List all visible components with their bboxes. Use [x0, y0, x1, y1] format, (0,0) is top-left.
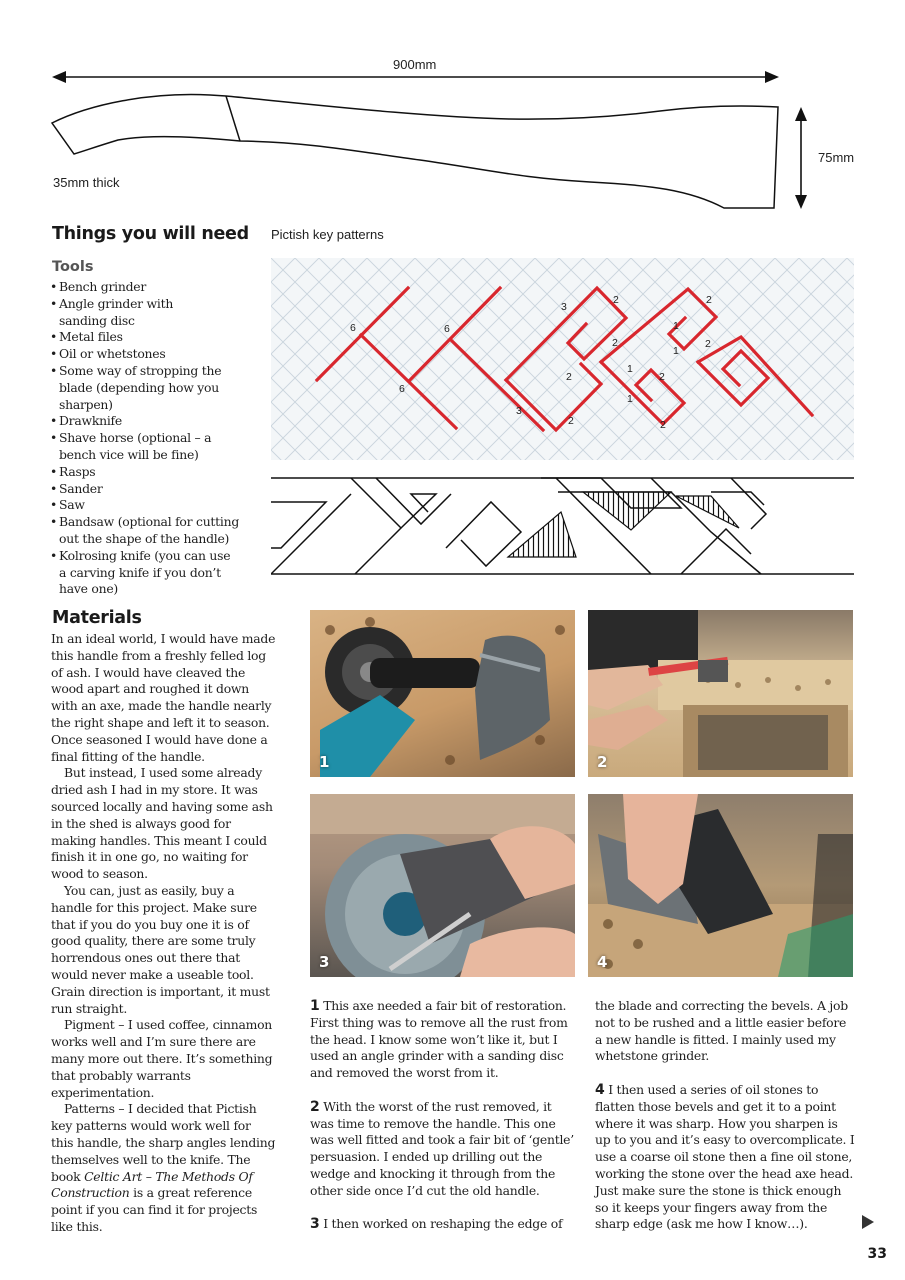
height-label: 75mm: [818, 150, 855, 165]
photo-illustration: [310, 610, 575, 777]
materials-body: [51, 631, 276, 1236]
tools-list-item: • Sander: [51, 481, 256, 498]
height-arrow-up-icon: [795, 107, 807, 121]
photo-number: 1: [319, 753, 330, 771]
key-number: 6: [444, 323, 450, 335]
step-text: I then worked on reshaping the edge of: [323, 1216, 563, 1232]
tools-list-item: • Bench grinder: [51, 279, 256, 296]
band-hatch: [583, 492, 671, 530]
tools-list: [51, 279, 256, 598]
text-run: is a great reference point if you can find it for projects like this.: [51, 1185, 258, 1234]
tools-list-item: • Drawknife: [51, 413, 256, 430]
length-label: 900mm: [393, 57, 437, 72]
key-number: 2: [705, 338, 711, 350]
key-number: 2: [568, 415, 574, 427]
key-number: 2: [613, 294, 619, 306]
length-arrow-right-icon: [765, 71, 779, 83]
tools-list-item: • Some way of stropping the blade (depending how you sharpen): [51, 363, 256, 413]
steps-column-left: [310, 998, 575, 1250]
key-number: 2: [659, 371, 665, 383]
tools-list-item: • Saw: [51, 497, 256, 514]
photo-number: 3: [319, 953, 330, 971]
tools-list-item: • Rasps: [51, 464, 256, 481]
photo-angle-grinder: [310, 610, 575, 777]
tools-list-item: • Metal files: [51, 329, 256, 346]
materials-paragraph: In an ideal world, I would have made this handle from a freshly felled log of ash. I would have cleaved the wood apart and roughed it down with an axe, made the handle nearly the right shape and left it to season. Once seasoned I would have done a final fitting of the handle.: [51, 631, 276, 764]
photo-removing-handle: [588, 610, 853, 777]
grid-background: [271, 258, 854, 460]
materials-heading: Materials: [52, 608, 142, 628]
step-number: 2: [310, 1098, 320, 1115]
step-3-continued: the blade and correcting the bevels. A job not to be rushed and a little easier before a new handle is fitted. I mainly used my whetstone grinder.: [595, 998, 848, 1064]
key-number: 2: [566, 371, 572, 383]
key-pattern-grid: [271, 258, 854, 460]
key-number: 2: [660, 419, 666, 431]
handle-head-line: [226, 96, 240, 141]
tools-list-item: • Shave horse (optional – a bench vice will be fine): [51, 430, 234, 464]
steps-column-right: [595, 998, 855, 1250]
step-2: [310, 1099, 575, 1200]
key-number: 1: [673, 345, 679, 357]
photo-bench-grinder: [310, 794, 575, 977]
page-number: 33: [867, 1246, 887, 1262]
photo-illustration: [588, 610, 853, 777]
things-heading: Things you will need: [52, 224, 249, 244]
key-number: 3: [516, 405, 522, 417]
key-number: 6: [399, 383, 405, 395]
patterns-caption: Pictish key patterns: [271, 227, 384, 242]
materials-paragraph: [51, 1101, 276, 1235]
book-title: Celtic Art – The Methods Of Construction: [51, 1168, 253, 1201]
step-number: 1: [310, 998, 320, 1014]
photo-illustration: [310, 794, 575, 977]
tools-list-item: • Bandsaw (optional for cutting out the shape of the handle): [51, 514, 249, 548]
handle-diagram: [0, 0, 905, 220]
step-text: This axe needed a fair bit of restoration. First thing was to remove all the rust from the head. I know some won’t like it, but I used an angle grinder with a sanding disc and removed the worst from it.: [310, 998, 568, 1081]
step-3: [310, 1216, 575, 1233]
key-pattern-band: [271, 474, 854, 578]
step-1: [310, 998, 575, 1082]
key-number: 1: [627, 393, 633, 405]
band-line: [731, 478, 766, 529]
tools-list-item: • Kolrosing knife (you can use a carving knife if you don’t have one): [51, 548, 231, 598]
step-text: With the worst of the rust removed, it was time to remove the handle. This one was well fitted and took a fair bit of ‘gentle’ persuasion. I ended up drilling out the wedge and knocking it through from the other side once I’d cut the old handle.: [310, 1098, 574, 1198]
tools-subheading: Tools: [52, 259, 94, 275]
photo-illustration: [588, 794, 853, 977]
key-number: 2: [706, 294, 712, 306]
band-line: [376, 478, 451, 524]
step-number: 3: [310, 1216, 320, 1233]
length-arrow-left-icon: [52, 71, 66, 83]
materials-paragraph: But instead, I used some already dried ash I had in my store. It was sourced locally and having some ash in the shed is always good for making handles. This meant I could finish it in one go, no waiting for wood to season.: [51, 765, 273, 882]
continue-arrow-icon: [862, 1215, 874, 1229]
step-text: I then used a series of oil stones to flatten those bevels and get it to a point where it was sharp. How you sharpen is up to you and it’s easy to overcomplicate. I use a coarse oil stone then a fine oil stone, working the stone over the head axe head. Just make sure the stone is thick enough so it keeps your fingers away from the sharp edge (ask me how I know…).: [595, 1081, 855, 1232]
height-arrow-down-icon: [795, 195, 807, 209]
band-line: [271, 502, 326, 548]
key-number: 1: [627, 363, 633, 375]
materials-paragraph: Pigment – I used coffee, cinnamon works well and I’m sure there are many more out there. It’s something that probably warrants experimentation.: [51, 1017, 273, 1100]
key-number: 6: [350, 322, 356, 334]
band-line: [355, 528, 401, 574]
axe-handle-outline: [52, 95, 778, 208]
band-line: [351, 478, 436, 528]
key-number: 1: [673, 320, 679, 332]
tools-list-item: • Oil or whetstones: [51, 346, 256, 363]
step-number: 4: [595, 1081, 605, 1098]
materials-paragraph: You can, just as easily, buy a handle for this project. Make sure that if you do you buy one it is of good quality, there are some truly horrendous ones out there that would never make a useable tool. Grain direction is important, it must run straight.: [51, 882, 270, 1016]
band-line: [271, 494, 351, 574]
text-run: Patterns – I decided that Pictish key patterns would work well for this handle, the sharp angles lending themselves well to the knife. The book: [51, 1101, 276, 1184]
key-number: 2: [612, 337, 618, 349]
key-number: 3: [561, 301, 567, 313]
step-4: [595, 1082, 855, 1233]
photo-number: 4: [597, 953, 608, 971]
band-hatch: [676, 496, 739, 528]
tools-list-item: • Angle grinder with sanding disc: [51, 296, 179, 330]
thickness-label: 35mm thick: [53, 175, 120, 190]
photo-number: 2: [597, 753, 608, 771]
photo-oil-stone: [588, 794, 853, 977]
